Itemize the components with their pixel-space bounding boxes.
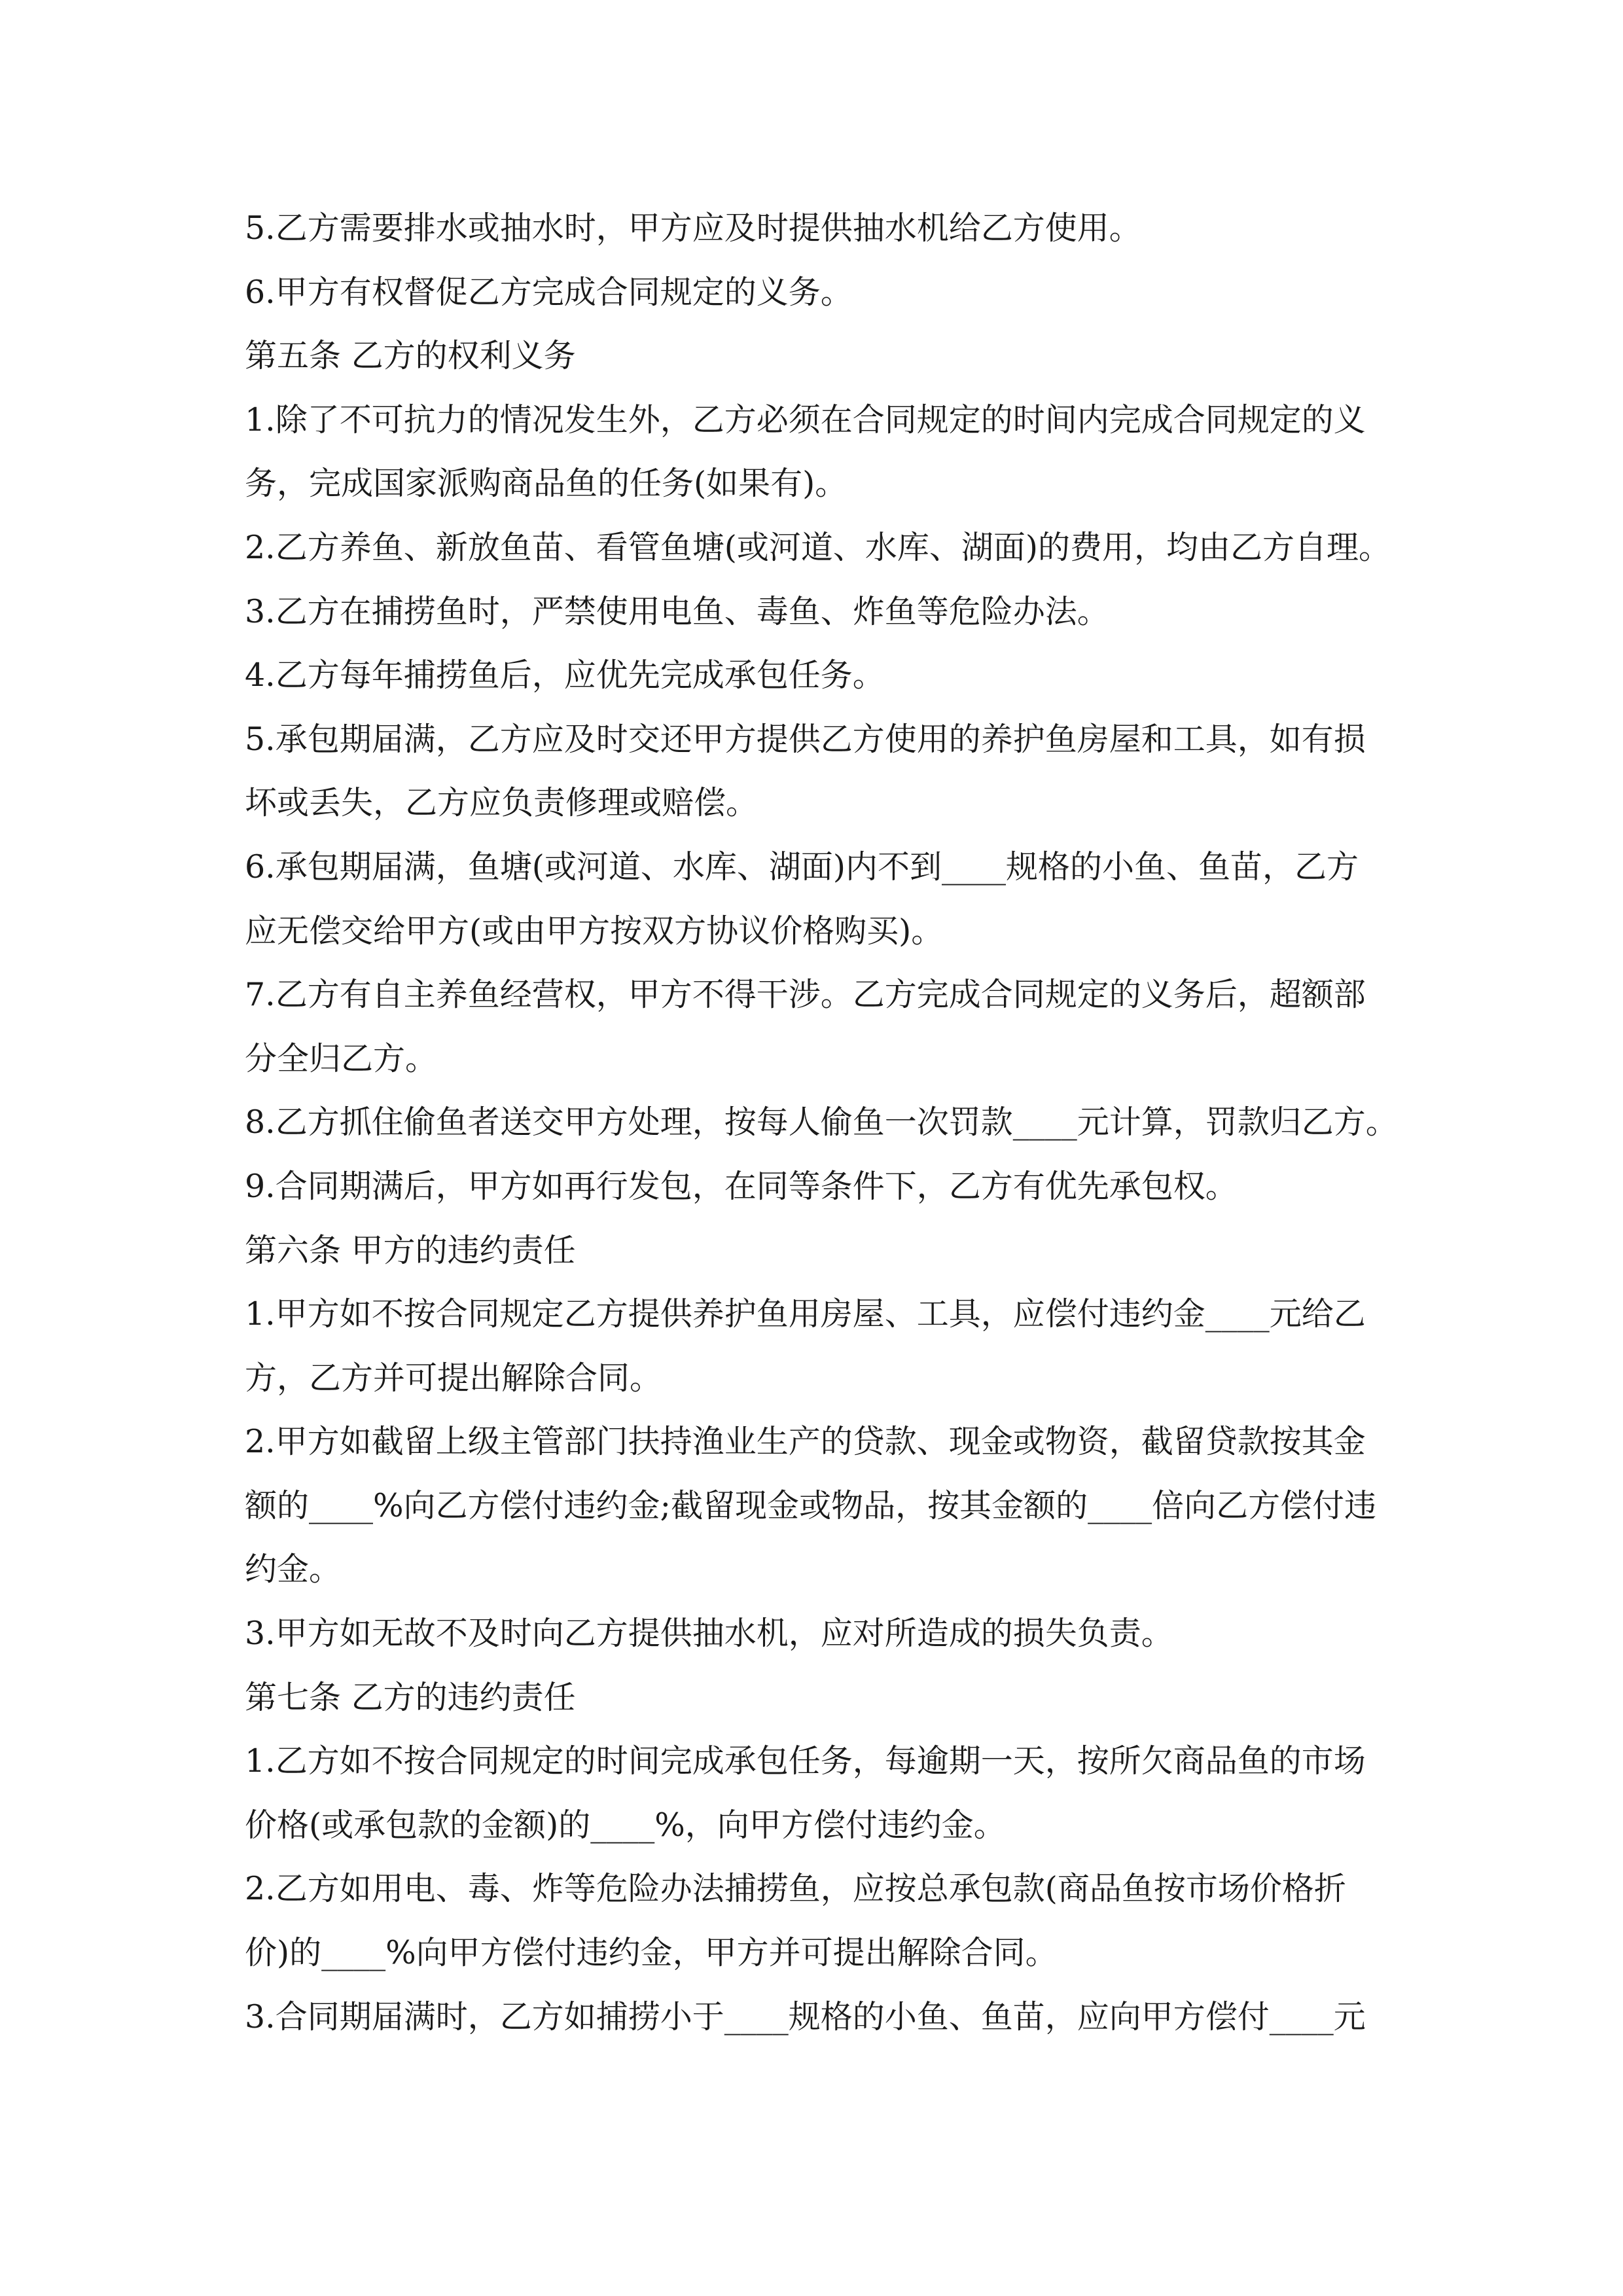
article-5-item-9: 9.合同期满后，甲方如再行发包，在同等条件下，乙方有优先承包权。	[245, 1167, 1238, 1205]
article-7-item-1-line-2: 价格(或承包款的金额)的____%，向甲方偿付违约金。	[245, 1806, 1006, 1844]
article-5-item-6-line-1: 6.承包期届满，鱼塘(或河道、水库、湖面)内不到____规格的小鱼、鱼苗，乙方	[245, 848, 1359, 886]
clause-4-item-6: 6.甲方有权督促乙方完成合同规定的义务。	[245, 273, 853, 311]
article-7-item-1-line-1: 1.乙方如不按合同规定的时间完成承包任务，每逾期一天，按所欠商品鱼的市场	[245, 1742, 1366, 1780]
article-6-item-2-line-1: 2.甲方如截留上级主管部门扶持渔业生产的贷款、现金或物资，截留贷款按其金	[245, 1423, 1366, 1461]
article-7-item-2-line-2: 价)的____%向甲方偿付违约金，甲方并可提出解除合同。	[245, 1934, 1058, 1972]
article-6-item-2-line-3: 约金。	[245, 1551, 342, 1588]
article-7-item-2-line-1: 2.乙方如用电、毒、炸等危险办法捕捞鱼，应按总承包款(商品鱼按市场价格折	[245, 1870, 1346, 1908]
article-5-item-7-line-1: 7.乙方有自主养鱼经营权，甲方不得干涉。乙方完成合同规定的义务后，超额部	[245, 976, 1366, 1014]
article-6-item-2-line-2: 额的____%向乙方偿付违约金;截留现金或物品，按其金额的____倍向乙方偿付违	[245, 1486, 1377, 1524]
article-5-heading: 第五条 乙方的权利义务	[245, 337, 576, 375]
article-6-item-1-line-2: 方，乙方并可提出解除合同。	[245, 1359, 662, 1397]
article-5-item-7-line-2: 分全归乙方。	[245, 1039, 438, 1077]
contract-body	[245, 196, 1398, 2049]
article-5-item-8: 8.乙方抓住偷鱼者送交甲方处理，按每人偷鱼一次罚款____元计算，罚款归乙方。	[245, 1103, 1398, 1141]
article-7-item-3-line-1: 3.合同期届满时，乙方如捕捞小于____规格的小鱼、鱼苗，应向甲方偿付____元	[245, 1998, 1366, 2036]
article-6-item-1-line-1: 1.甲方如不按合同规定乙方提供养护鱼用房屋、工具，应偿付违约金____元给乙	[245, 1295, 1366, 1333]
article-5-item-5-line-2: 坏或丢失，乙方应负责修理或赔偿。	[245, 784, 758, 822]
article-7-heading: 第七条 乙方的违约责任	[245, 1678, 576, 1716]
article-6-item-3: 3.甲方如无故不及时向乙方提供抽水机，应对所造成的损失负责。	[245, 1615, 1173, 1653]
article-5-item-3: 3.乙方在捕捞鱼时，严禁使用电鱼、毒鱼、炸鱼等危险办法。	[245, 592, 1109, 630]
article-5-item-2: 2.乙方养鱼、新放鱼苗、看管鱼塘(或河道、水库、湖面)的费用，均由乙方自理。	[245, 528, 1391, 566]
article-5-item-1-line-2: 务，完成国家派购商品鱼的任务(如果有)。	[245, 465, 847, 503]
article-5-item-1-line-1: 1.除了不可抗力的情况发生外，乙方必须在合同规定的时间内完成合同规定的义	[245, 401, 1366, 439]
article-5-item-4: 4.乙方每年捕捞鱼后，应优先完成承包任务。	[245, 656, 885, 694]
article-5-item-6-line-2: 应无偿交给甲方(或由甲方按双方协议价格购买)。	[245, 912, 944, 950]
article-6-heading: 第六条 甲方的违约责任	[245, 1231, 576, 1269]
article-5-item-5-line-1: 5.承包期届满，乙方应及时交还甲方提供乙方使用的养护鱼房屋和工具，如有损	[245, 720, 1366, 758]
clause-4-item-5: 5.乙方需要排水或抽水时，甲方应及时提供抽水机给乙方使用。	[245, 209, 1141, 247]
